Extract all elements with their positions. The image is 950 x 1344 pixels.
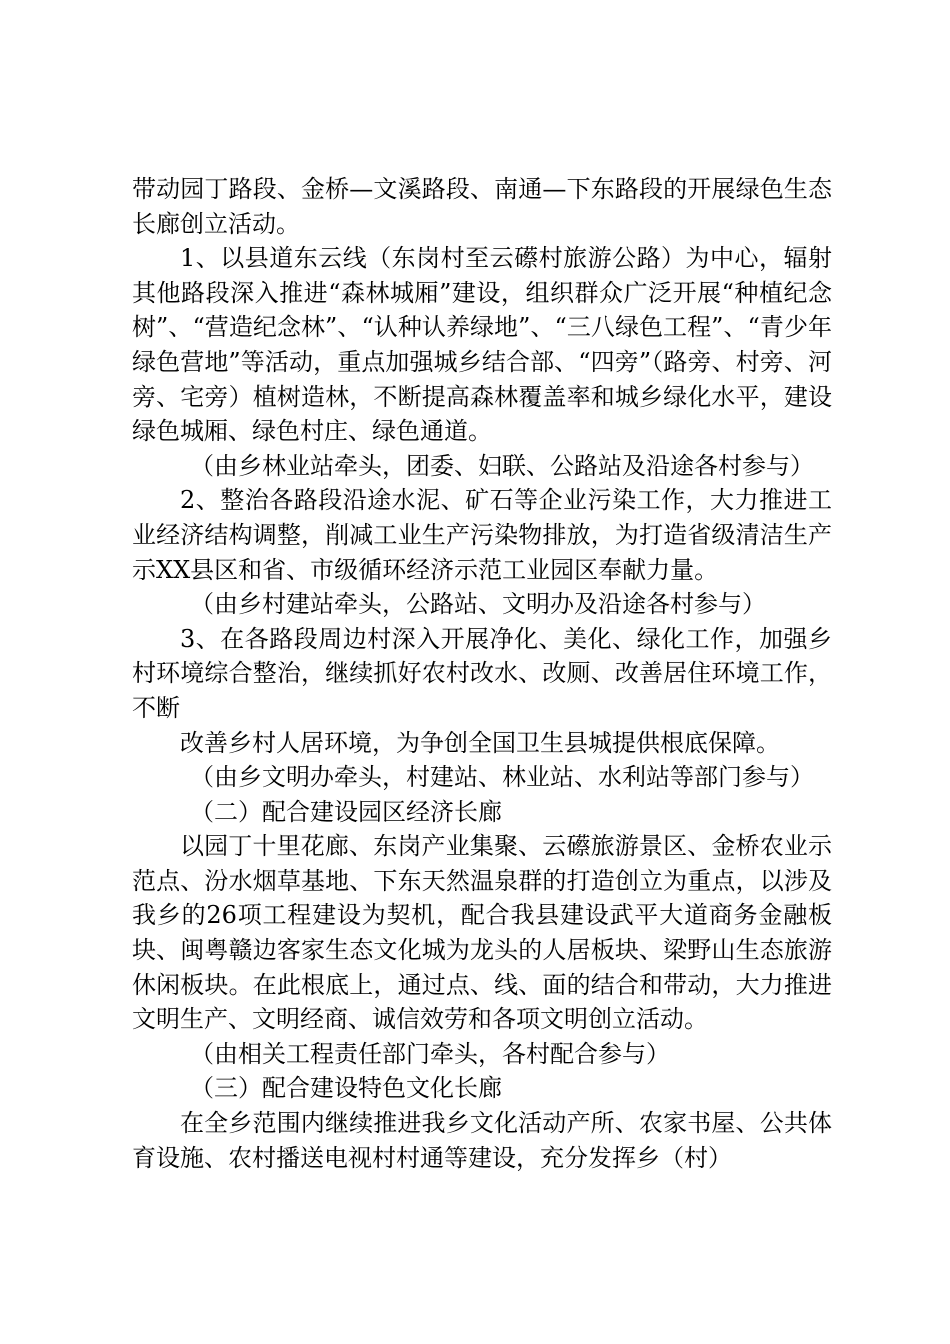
paragraph-note-2: （由乡村建站牵头，公路站、文明办及沿途各村参与）	[190, 590, 766, 619]
paragraph-note-4: （由相关工程责任部门牵头，各村配合参与）	[190, 1039, 670, 1068]
paragraph-item-1: 1、以县道东云线（东岗村至云礤村旅游公路）为中心，辐射其他路段深入推进“森林城厢”建设，组织群众广泛开展“种植纪念树”、“营造纪念林”、“认种认养绿地”、“三八绿色工程”、“青少年绿色营地”等活动，重点加强城乡结合部、“四旁”（路旁、村旁、河旁、宅旁）植树造林，不断提高森林覆盖率和城乡绿化水平，建设绿色城厢、绿色村庄、绿色通道。	[132, 244, 832, 446]
section-heading-3: （三）配合建设特色文化长廊	[190, 1074, 502, 1103]
document-body	[132, 172, 832, 1175]
paragraph-item-3: 3、在各路段周边村深入开展净化、美化、绿化工作，加强乡村环境综合整治，继续抓好农村改水、改厕、改善居住环境工作，不断	[132, 624, 832, 722]
paragraph-item-2: 2、整治各路段沿途水泥、矿石等企业污染工作，大力推进工业经济结构调整，削减工业生产污染物排放，为打造省级清洁生产示XX县区和省、市级循环经济示范工业园区奉献力量。	[132, 486, 832, 584]
paragraph-section-2-body: 以园丁十里花廊、东岗产业集聚、云礤旅游景区、金桥农业示范点、汾水烟草基地、下东天然温泉群的打造创立为重点，以涉及我乡的26项工程建设为契机，配合我县建设武平大道商务金融板块、闽粤赣边客家生态文化城为龙头的人居板块、梁野山生态旅游休闲板块。在此根底上，通过点、线、面的结合和带动，大力推进文明生产、文明经商、诚信效劳和各项文明创立活动。	[132, 832, 832, 1034]
paragraph-item-3-continued: 改善乡村人居环境，为争创全国卫生县城提供根底保障。	[180, 728, 780, 757]
paragraph-intro-continuation: 带动园丁路段、金桥—文溪路段、南通—下东路段的开展绿色生态长廊创立活动。	[132, 175, 832, 238]
paragraph-note-3: （由乡文明办牵头，村建站、林业站、水利站等部门参与）	[190, 763, 814, 792]
paragraph-note-1: （由乡林业站牵头，团委、妇联、公路站及沿途各村参与）	[190, 451, 814, 480]
paragraph-section-3-body: 在全乡范围内继续推进我乡文化活动产所、农家书屋、公共体育设施、农村播送电视村村通等建设，充分发挥乡（村）	[132, 1109, 832, 1172]
section-heading-2: （二）配合建设园区经济长廊	[190, 797, 502, 826]
